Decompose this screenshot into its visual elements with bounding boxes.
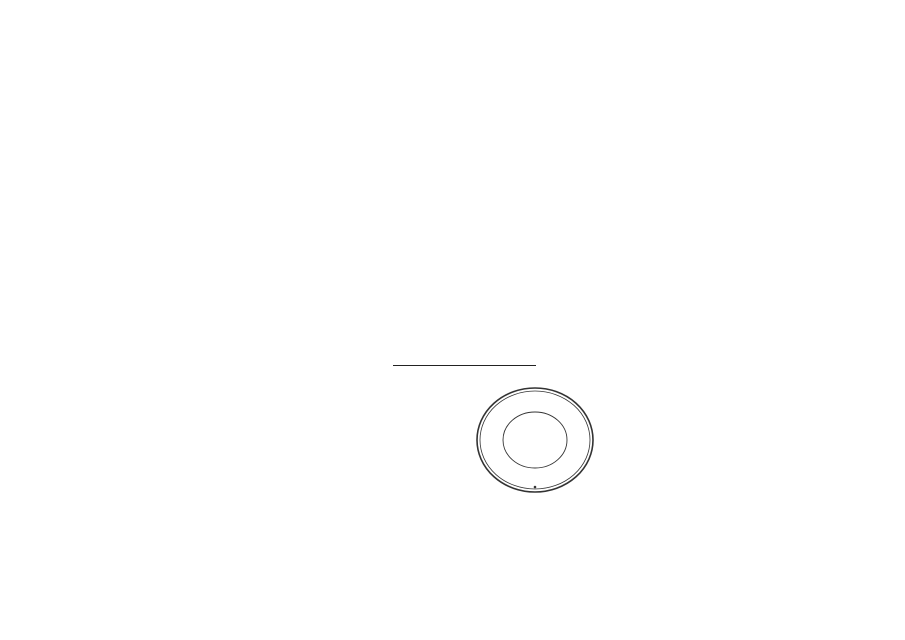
protocol-department-stamp <box>470 383 600 498</box>
closing-divider <box>393 365 536 366</box>
